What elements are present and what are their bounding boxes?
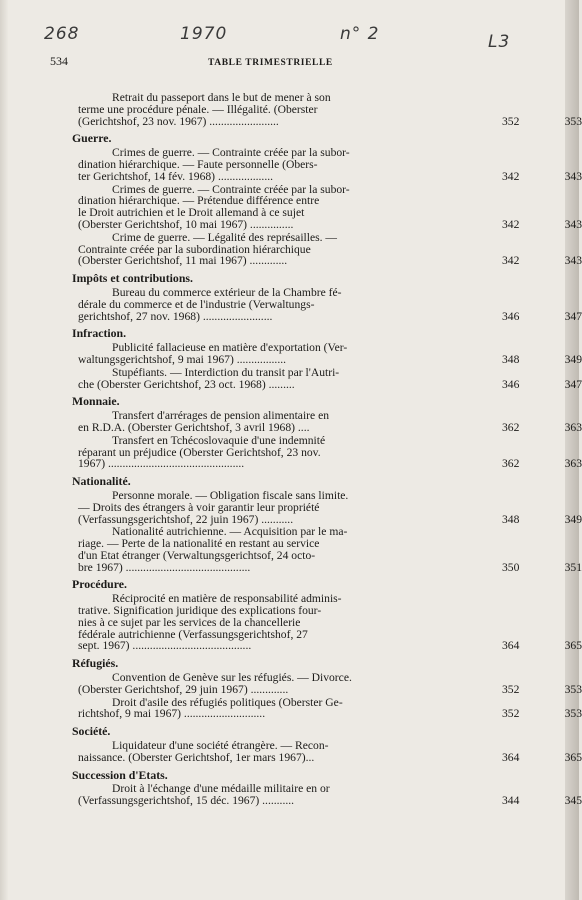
index-entry — [72, 230, 582, 268]
page-references — [502, 311, 582, 323]
handwritten-note-left: 268 — [44, 24, 80, 44]
index-entry — [72, 739, 582, 764]
entry-line: ter Gerichtshof, 14 fév. 1968) ................... — [78, 169, 274, 183]
handwritten-note-number: n° 2 — [340, 24, 380, 44]
section-heading: Procédure. — [72, 577, 127, 592]
page-references — [502, 219, 582, 231]
entry-line: bre 1967) ........................................... — [78, 560, 251, 574]
entry-line: Publicité fallacieuse en matière d'exportation (Ver- — [112, 341, 348, 355]
handwritten-note-code: L3 — [488, 32, 511, 52]
index-entry — [72, 782, 582, 808]
page-references — [502, 640, 582, 652]
page-ref-end: 349 — [564, 512, 582, 526]
page-ref-start: 352 — [502, 682, 520, 696]
entry-line: (Gerichtshof, 23 nov. 1967) ........................ — [78, 114, 279, 128]
index-entry — [72, 433, 582, 471]
entry-line: d'un Etat étranger (Verwaltungsgerichtsof, 24 octo- — [78, 548, 316, 562]
section-heading: Réfugiés. — [72, 656, 119, 671]
entry-line: dination hiérarchique. — Prétendue différence entre — [78, 194, 320, 208]
section-heading: Infraction. — [72, 326, 127, 341]
page-references — [502, 255, 582, 267]
entry-line: (Oberster Gerichtshof, 29 juin 1967) ............. — [78, 682, 289, 696]
handwritten-note-year: 1970 — [180, 24, 228, 44]
page-references — [502, 514, 582, 526]
entry-line: Convention de Genève sur les réfugiés. — Divorce. — [112, 671, 352, 685]
index-entry — [72, 146, 582, 183]
entry-line: Droit d'asile des réfugiés politiques (Oberster Ge- — [112, 695, 343, 709]
entry-line: 1967) ............................................... — [78, 457, 245, 471]
entry-line: Retrait du passeport dans le but de mener à son — [112, 91, 331, 104]
page-references — [502, 795, 582, 807]
entry-line: — Droits des étrangers à voir garantir leur propriété — [78, 500, 320, 514]
entry-line: che (Oberster Gerichtshof, 23 oct. 1968) ......... — [78, 377, 295, 391]
page-ref-end: 343 — [564, 254, 582, 268]
page-references — [502, 116, 582, 128]
entry-line: en R.D.A. (Oberster Gerichtshof, 3 avril 1968) .... — [78, 420, 310, 434]
page-ref-start: 362 — [502, 457, 520, 471]
page-ref-end: 351 — [564, 560, 582, 574]
running-head: TABLE TRIMESTRIELLE — [208, 58, 333, 68]
page-references — [502, 171, 582, 183]
entry-line: fédérale autrichienne (Verfassungsgerichtshof, 27 — [78, 627, 308, 641]
section-heading: Succession d'Etats. — [72, 767, 168, 782]
page-ref-start: 346 — [502, 309, 520, 323]
page-references — [502, 379, 582, 391]
index-entry — [72, 695, 582, 721]
page-ref-start: 348 — [502, 512, 520, 526]
page-ref-start: 346 — [502, 377, 520, 391]
page-ref-end: 363 — [564, 420, 582, 434]
page-ref-end: 347 — [564, 377, 582, 391]
page-ref-start: 352 — [502, 707, 520, 721]
section-heading: Guerre. — [72, 131, 112, 146]
entry-line: riage. — Perte de la nationalité en restant au service — [78, 537, 320, 551]
entry-line: Transfert en Tchécoslovaquie d'une indemnité — [112, 433, 326, 447]
entry-line: (Verfassungsgerichtshof, 22 juin 1967) ........... — [78, 512, 294, 526]
page-number: 534 — [50, 54, 68, 68]
entry-line: Crimes de guerre. — Contrainte créée par la subor- — [112, 146, 350, 160]
page-references — [502, 752, 582, 764]
page-ref-start: 350 — [502, 560, 520, 574]
entry-line: Droit à l'échange d'une médaille militaire en or — [112, 782, 330, 796]
entry-line: Nationalité autrichienne. — Acquisition par le ma- — [112, 525, 348, 539]
entry-line: Crimes de guerre. — Contrainte créée par la subor- — [112, 182, 350, 196]
index-entry — [72, 592, 582, 653]
page-ref-start: 342 — [502, 217, 520, 231]
page-ref-end: 343 — [564, 169, 582, 183]
page-ref-end: 353 — [564, 114, 582, 128]
entry-line: le Droit autrichien et le Droit allemand à ce sujet — [78, 206, 305, 220]
page-ref-end: 353 — [564, 682, 582, 696]
index-entry — [72, 341, 582, 366]
entry-line: richtshof, 9 mai 1967) ............................ — [78, 707, 266, 721]
entry-line: naissance. (Oberster Gerichtshof, 1er mars 1967)... — [78, 750, 315, 764]
section-heading: Monnaie. — [72, 394, 120, 409]
entry-line: Stupéfiants. — Interdiction du transit par l'Autri- — [112, 365, 340, 379]
entry-line: gerichtshof, 27 nov. 1968) ........................ — [78, 309, 273, 323]
page-ref-end: 365 — [564, 639, 582, 653]
entry-line: nies à ce sujet par les services de la chancellerie — [78, 615, 301, 629]
entry-line: Réciprocité en matière de responsabilité adminis- — [112, 592, 342, 606]
section-heading: Société. — [72, 724, 111, 739]
entry-line: dination hiérarchique. — Faute personnelle (Obers- — [78, 157, 318, 171]
index-content — [72, 91, 582, 808]
page-ref-end: 345 — [564, 794, 582, 808]
entry-line: réparant un préjudice (Oberster Gerichtshof, 23 nov. — [78, 445, 321, 459]
entry-line: waltungsgerichtshof, 9 mai 1967) ................. — [78, 352, 287, 366]
page-ref-end: 365 — [564, 750, 582, 764]
page-ref-start: 342 — [502, 254, 520, 268]
page-ref-end: 347 — [564, 309, 582, 323]
page-ref-end: 343 — [564, 217, 582, 231]
page-ref-start: 342 — [502, 169, 520, 183]
page-edge-right — [565, 0, 579, 900]
page-references — [502, 708, 582, 720]
entry-line: Transfert d'arrérages de pension alimentaire en — [112, 409, 330, 423]
index-entry — [72, 488, 582, 526]
page-references — [502, 684, 582, 696]
page-ref-start: 352 — [502, 114, 520, 128]
entry-line: (Oberster Gerichtshof, 11 mai 1967) ............. — [78, 254, 288, 268]
page-ref-end: 349 — [564, 352, 582, 366]
entry-line: trative. Signification juridique des explications four- — [78, 604, 322, 618]
section-heading: Impôts et contributions. — [72, 271, 193, 286]
entry-line: Personne morale. — Obligation fiscale sans limite. — [112, 488, 349, 502]
entry-line: Liquidateur d'une société étrangère. — Recon- — [112, 739, 329, 753]
page-references — [502, 422, 582, 434]
page-ref-start: 362 — [502, 420, 520, 434]
entry-line: terme une procédure pénale. — Illégalité. (Oberster — [78, 102, 318, 116]
index-entry — [72, 285, 582, 323]
entry-line: (Verfassungsgerichtshof, 15 déc. 1967) ........... — [78, 794, 295, 808]
page-edge-left — [0, 0, 8, 900]
page-ref-start: 344 — [502, 794, 520, 808]
entry-line: Bureau du commerce extérieur de la Chambre fé- — [112, 285, 342, 299]
page-references — [502, 562, 582, 574]
page-references — [502, 354, 582, 366]
index-entry — [72, 365, 582, 391]
index-entry — [72, 409, 582, 434]
index-entry — [72, 525, 582, 574]
entry-line: dérale du commerce et de l'industrie (Verwaltungs- — [78, 297, 315, 311]
entry-line: (Oberster Gerichtshof, 10 mai 1967) ............... — [78, 217, 294, 231]
page-ref-start: 348 — [502, 352, 520, 366]
entry-line: Crime de guerre. — Légalité des représailles. — — [112, 230, 338, 244]
section-heading: Nationalité. — [72, 474, 131, 489]
page-ref-start: 364 — [502, 750, 520, 764]
page-ref-end: 363 — [564, 457, 582, 471]
page-ref-end: 353 — [564, 707, 582, 721]
page-references — [502, 458, 582, 470]
entry-line: Contrainte créée par la subordination hiérarchique — [78, 242, 311, 256]
entry-line: sept. 1967) ......................................... — [78, 639, 252, 653]
index-entry — [72, 91, 582, 128]
page-ref-start: 364 — [502, 639, 520, 653]
index-entry — [72, 671, 582, 696]
index-entry — [72, 182, 582, 231]
